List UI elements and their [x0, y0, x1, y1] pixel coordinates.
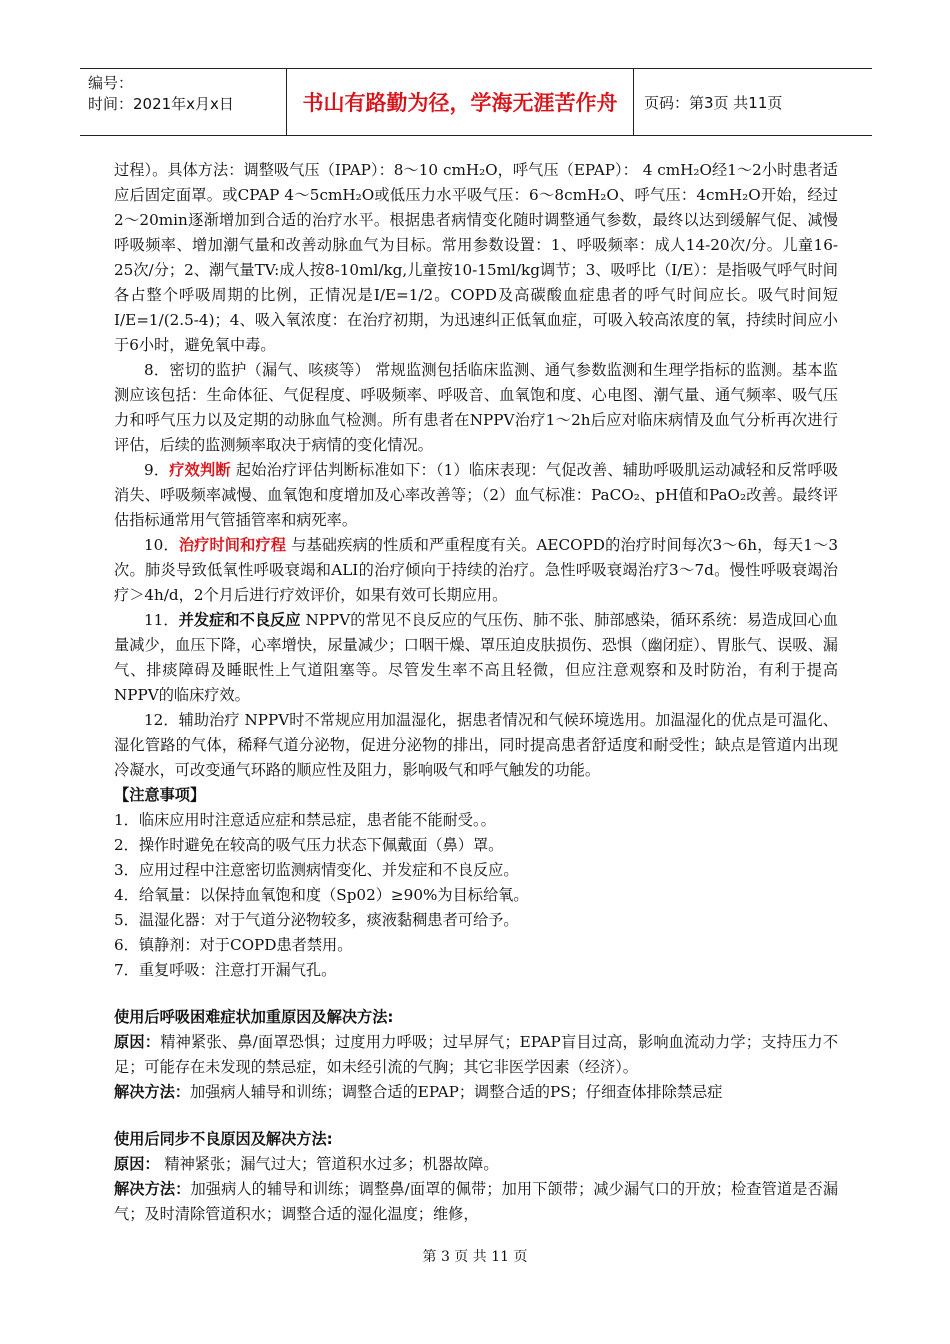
document-body: [114, 158, 838, 1227]
section-2-cause-text: 精神紧张；漏气过大；管道积水过多；机器故障。: [159, 1155, 499, 1173]
section-2-cause: [114, 1152, 838, 1177]
note-item: 6．镇静剂：对于COPD患者禁用。: [114, 936, 353, 954]
document-date: 时间：2021年x月x日: [88, 95, 234, 113]
notes-heading: 【注意事项】: [114, 786, 206, 804]
section-1-solution-text: 加强病人辅导和训练；调整合适的EPAP；调整合适的PS；仔细查体排除禁忌症: [189, 1083, 723, 1101]
document-number-label: 编号：: [88, 74, 134, 92]
section-2-solution-text: 加强病人的辅导和训练；调整鼻/面罩的佩带；加用下颌带；减少漏气口的开放；检查管道是否漏气；及时清除管道积水；调整合适的湿化温度；维修，: [114, 1180, 839, 1223]
note-item: 7．重复呼吸：注意打开漏气孔。: [114, 961, 337, 979]
paragraph-9-text: 起始治疗评估判断标准如下：（1）临床表现：气促改善、辅助呼吸肌运动减轻和反常呼吸消失、呼吸频率减慢、血氧饱和度增加及心率改善等；（2）血气标准：PaCO₂、pH值和PaO₂改善。最终评估指标通常用气管插管率和病死率。: [114, 461, 839, 529]
section-1-solution: [114, 1080, 838, 1105]
paragraph-10-text: 与基础疾病的性质和严重程度有关。AECOPD的治疗时间每次3～6h，每天1～3次。肺炎导致低氧性呼吸衰竭和ALI的治疗倾向于持续的治疗。急性呼吸衰竭治疗3～7d。慢性呼吸衰竭治疗＞4h/d，2个月后进行疗效评价，如果有效可长期应用。: [114, 536, 839, 604]
note-item: 3．应用过程中注意密切监测病情变化、并发症和不良反应。: [114, 861, 519, 879]
note-item: 1．临床应用时注意适应症和禁忌症，患者能不能耐受。。: [114, 811, 496, 829]
paragraph-10-title: 治疗时间和疗程: [178, 536, 287, 554]
note-item: 5．温湿化器：对于气道分泌物较多，痰液黏稠患者可给予。: [114, 911, 519, 929]
note-item: 2．操作时避免在较高的吸气压力状态下佩戴面（鼻）罩。: [114, 836, 504, 854]
section-2-solution: [114, 1177, 838, 1227]
header-meta: [80, 69, 287, 135]
paragraph-8: 8．密切的监护（漏气、咳痰等） 常规监测包括临床监测、通气参数监测和生理学指标的监测。基本监测应该包括：生命体征、气促程度、呼吸频率、呼吸音、血氧饱和度、心电图、潮气量、通气频率、吸气压力和呼气压力以及定期的动脉血气检测。所有患者在NPPV治疗1～2h后应对临床病情及血气分析再次进行评估，后续的监测频率取决于病情的变化情况。: [114, 361, 838, 454]
section-1-cause: [114, 1030, 838, 1080]
section-2-solution-label: 解决方法：: [114, 1180, 191, 1198]
note-item: 4．给氧量：以保持血氧饱和度（Sp02）≥90%为目标给氧。: [114, 886, 529, 904]
section-1-heading: 使用后呼吸困难症状加重原因及解决方法:: [114, 1008, 394, 1026]
paragraph-11: [114, 608, 838, 708]
paragraph-intro: 过程）。具体方法：调整吸气压（IPAP）：8～10 cmH₂O，呼气压（EPAP）： 4 cmH₂O经1～2小时患者适应后固定面罩。或CPAP 4～5cmH₂O或低压力水平吸气压：6～8cmH₂O、呼气压：4cmH₂O开始，经过2～20min逐渐增加到合适的治疗水平。根据患者病情变化随时调整通气参数，最终以达到缓解气促、减慢呼吸频率、增加潮气量和改善动脉血气为目标。常用参数设置：1、呼吸频率：成人14-20次/分。儿童16-25次/分；2、潮气量TV:成人按8-10ml/kg,儿童按10-15ml/kg调节；3、吸呼比（I/E）：是指吸气呼气时间各占整个呼吸周期的比例，正情况是I/E=1/2。COPD及高碳酸血症患者的呼气时间应长。吸气时间短I/E=1/(2.5-4)；4、吸入氧浓度：在治疗初期，为迅速纠正低氧血症，可吸入较高浓度的氧，持续时间应小于6小时，避免氧中毒。: [114, 161, 838, 354]
paragraph-9-number: 9．: [144, 461, 170, 479]
header-motto: 书山有路勤为径，学海无涯苦作舟: [287, 69, 634, 135]
section-1-cause-text: 精神紧张、鼻/面罩恐惧；过度用力呼吸；过早屏气；EPAP盲目过高，影响血流动力学；支持压力不足；可能存在未发现的禁忌症，如未经引流的气胸；其它非医学因素（经济）。: [114, 1033, 839, 1076]
paragraph-11-title: 并发症和不良反应: [178, 611, 301, 629]
section-2-heading: 使用后同步不良原因及解决方法:: [114, 1130, 333, 1148]
page-footer: 第 3 页 共 11 页: [422, 1249, 528, 1265]
paragraph-9-title: 疗效判断: [169, 461, 231, 479]
section-1-solution-label: 解决方法：: [114, 1083, 190, 1101]
paragraph-12: 12．辅助治疗 NPPV时不常规应用加温湿化，据患者情况和气候环境选用。加温湿化的优点是可温化、湿化管路的气体，稀释气道分泌物，促进分泌物的排出，同时提高患者舒适度和耐受性；缺点是管道内出现冷凝水，可改变通气环路的顺应性及阻力，影响吸气和呼气触发的功能。: [114, 711, 838, 779]
paragraph-11-text: NPPV的常见不良反应的气压伤、肺不张、肺部感染，循环系统：易造成回心血量减少，血压下降，心率增快，尿量减少；口咽干燥、罩压迫皮肤损伤、恐惧（幽闭症）、胃胀气、误吸、漏气、排痰障碍及睡眠性上气道阻塞等。尽管发生率不高且轻微，但应注意观察和及时防治，有利于提高NPPV的临床疗效。: [114, 611, 839, 704]
header-page-info: 页码：第3页 共11页: [644, 93, 783, 112]
paragraph-11-number: 11．: [144, 611, 179, 629]
paragraph-10: [114, 533, 838, 608]
section-1-cause-label: 原因：: [114, 1033, 161, 1051]
paragraph-9: [114, 458, 838, 533]
paragraph-10-number: 10．: [144, 536, 179, 554]
page-header: [80, 68, 872, 136]
section-2-cause-label: 原因：: [114, 1155, 160, 1173]
